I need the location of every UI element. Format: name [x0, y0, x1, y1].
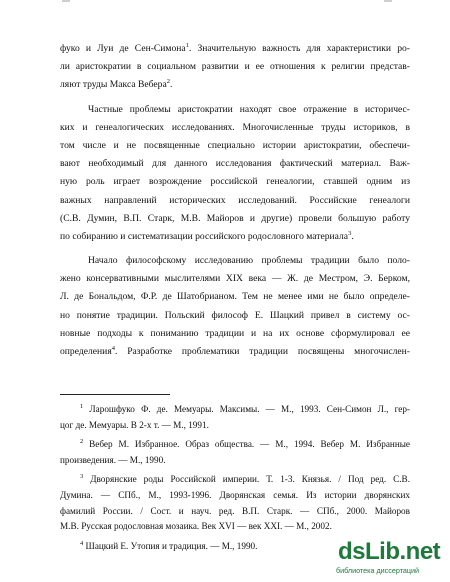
watermark[interactable] — [334, 538, 446, 580]
footnote — [60, 402, 410, 433]
text-line: (С.В. Думин, В.П. Старк, М.В. Майоров и другие) провели большую работу — [60, 212, 410, 224]
footnote-ref[interactable]: 2 — [166, 78, 170, 86]
text-line: Частные проблемы аристократии находят свое отражение в историчес- — [88, 103, 410, 115]
text-line: ную роль играет возрождение российской генеалогии, ставшей одним из — [60, 176, 410, 188]
footnote-line: фамилий России. / Сост. и науч. ред. В.П. Старк. — СПб., 2000. Майоров — [60, 505, 410, 516]
text-line: фуко и Луи де Сен-Симона$^1$. Значительную важность для характеристики ро- — [60, 42, 410, 54]
footnote-number: 3 — [80, 473, 84, 481]
footnote — [60, 437, 410, 468]
paragraph — [60, 40, 410, 95]
footnote-line: произведения. — М., 1990. — [60, 454, 166, 465]
paragraph — [60, 252, 410, 361]
text-line: жено консервативными мыслителями XIX века — Ж. де Местром, Э. Берком, — [60, 273, 410, 285]
watermark-subtitle: библиотека диссертаций — [336, 566, 420, 575]
footnote-line: М.В. Русская родословная мозаика. Век XVI — век XXI. — М., 2002. — [60, 521, 332, 532]
text-line: но понятие традиции. Польский философ Е. Шацкий привел в систему ос- — [60, 309, 410, 321]
footnote-line: $^1$ Ларошфуко Ф. де. Мемуары. Максимы. — М., 1993. Сен-Симон Л., гер- — [80, 403, 410, 414]
paragraph — [60, 101, 410, 247]
text-line: важных направлений исторических исследований. Российские генеалоги — [60, 194, 410, 206]
footnotes — [60, 402, 410, 554]
text-line: по собиранию и систематизации российского родословного материала$^3$. — [60, 229, 354, 242]
scan-artifact — [62, 0, 70, 2]
text-line: ли аристократии в социальном развитии и ее отношения к религии представ- — [60, 61, 410, 73]
text-line: ляют труды Макса Вебера$^2$. — [60, 78, 173, 91]
footnote-line: $^2$ Вебер М. Избранное. Образ общества. — М., 1994. Вебер М. Избранные — [80, 438, 410, 450]
text-line: Л. де Бональдом, Ф.Р. де Шатобрианом. Тем не менее ими не было определе- — [60, 291, 410, 303]
footnote-ref[interactable]: 4 — [111, 345, 115, 352]
body-text — [60, 40, 410, 361]
text-line: определения$^4$. Разработке проблематики традиции посвящены многочислен- — [60, 345, 410, 357]
text-line: новные подходы к пониманию традиции и на их основе сформулировал ее — [60, 327, 410, 339]
footnote-ref[interactable]: 1 — [185, 42, 189, 49]
footnote-divider — [60, 394, 170, 395]
text-line: Начало философскому исследованию проблемы традиции было поло- — [88, 255, 410, 267]
text-line: ких и генеалогических исследованиях. Многочисленные труды историков, в — [60, 121, 410, 133]
footnote-number: 2 — [80, 438, 84, 446]
text-line: вают необходимый для данного исследования фактический материал. Важ- — [60, 158, 410, 170]
footnote-line: $^3$ Дворянские роды Российской империи. Т. 1-3. Князья. / Под ред. С.В. — [80, 473, 410, 485]
footnote-number: 4 — [80, 539, 84, 547]
scan-artifact — [384, 0, 392, 2]
footnote-line: цог де. Мемуары. В 2-х т. — М., 1991. — [60, 419, 209, 430]
footnote — [60, 472, 410, 534]
text-line: том числе и не посвященные специально истории аристократии, обеспечи- — [60, 139, 410, 151]
watermark-logo: dsLib.net — [338, 538, 441, 565]
footnote-ref[interactable]: 3 — [348, 229, 352, 237]
footnote-line: $^4$ Шацкий Е. Утопия и традиция. — М., 1990. — [80, 539, 258, 551]
footnote-line: Думина. — СПб., М., 1993-1996. Дворянская семья. Из истории дворянских — [60, 489, 410, 500]
footnote-number: 1 — [80, 403, 84, 410]
